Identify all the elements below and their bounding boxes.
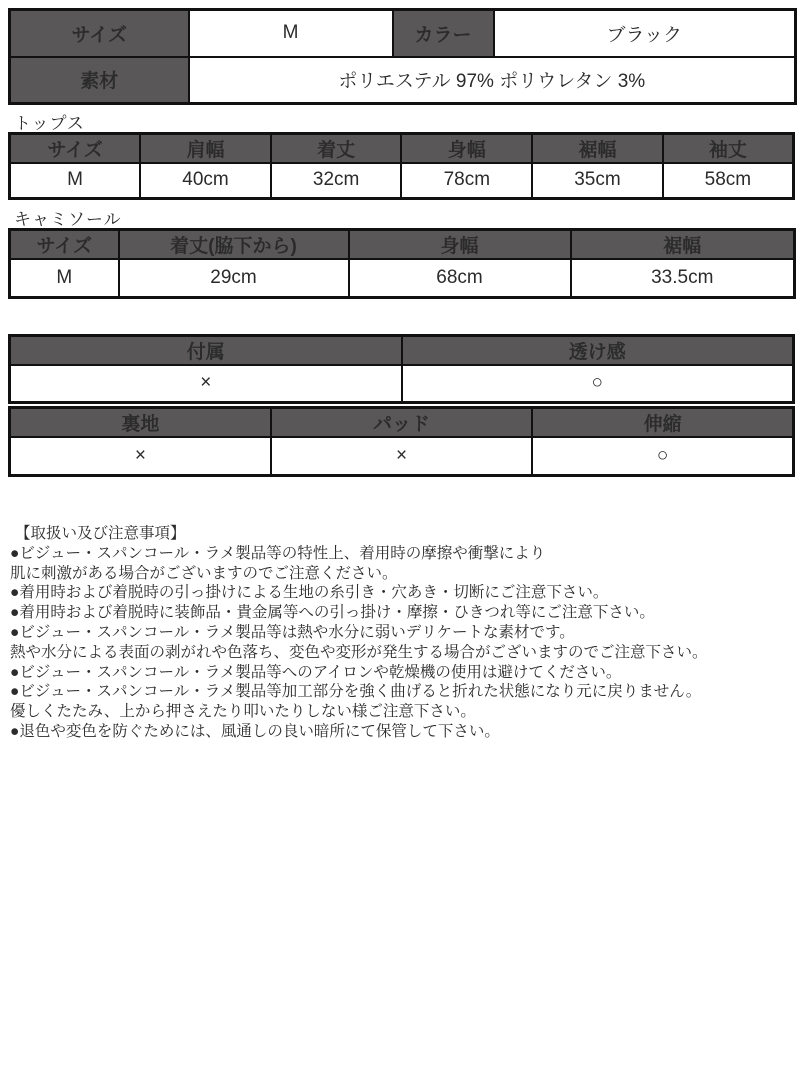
size-value-cell: M [189,10,393,57]
camisole-value-size: M [10,259,119,297]
tops-header-sleeve-length: 袖丈 [663,134,794,164]
tops-header-shoulder-width: 肩幅 [140,134,271,164]
tops-value-body-width: 78cm [401,163,532,198]
note-line: ●ビジュー・スパンコール・ラメ製品等へのアイロンや乾燥機の使用は避けてください。 [10,663,622,681]
camisole-size-table [8,228,796,299]
feature-header-stretch: 伸縮 [532,408,793,438]
tops-size-table [8,132,795,200]
feature-value-pad: × [271,437,532,475]
camisole-section-label: キャミソール [14,210,122,229]
note-line: 熱や水分による表面の剥がれや色落ち、変色や変形が発生する場合がございますのでご注意下さい。 [10,643,708,661]
feature-value-stretch: ○ [532,437,793,475]
material-label-cell: 素材 [10,57,189,104]
tops-value-hem-width: 35cm [532,163,663,198]
feature-header-pad: パッド [271,408,532,438]
note-line: ●ビジュー・スパンコール・ラメ製品等は熱や水分に弱いデリケートな素材です。 [10,623,575,641]
feature-header-accessory: 付属 [10,336,402,366]
feature-value-sheerness: ○ [402,365,794,402]
tops-header-hem-width: 裾幅 [532,134,663,164]
handling-notes-title: 【取扱い及び注意事項】 [15,525,186,542]
tops-section-label: トップス [14,114,85,133]
feature-value-accessory: × [10,365,402,402]
note-line: ●ビジュー・スパンコール・ラメ製品等の特性上、着用時の摩擦や衝撃により [10,544,546,562]
handling-notes [10,524,796,742]
tops-header-body-width: 身幅 [401,134,532,164]
tops-value-sleeve-length: 58cm [663,163,794,198]
tops-value-size: M [10,163,141,198]
note-line: 優しくたたみ、上から押さえたり叩いたりしない様ご注意下さい。 [10,703,476,721]
camisole-header-length: 着丈(脇下から) [119,230,349,260]
note-line: ●退色や変色を防ぐためには、風通しの良い暗所にて保管して下さい。 [10,722,500,740]
tops-value-shoulder-width: 40cm [140,163,271,198]
color-value-cell: ブラック [494,10,796,57]
tops-value-length: 32cm [271,163,402,198]
feature-header-sheerness: 透け感 [402,336,794,366]
feature-value-lining: × [10,437,271,475]
camisole-value-hem-width: 33.5cm [571,259,795,297]
spec-table-main [8,8,797,105]
material-value-cell: ポリエステル 97% ポリウレタン 3% [189,57,796,104]
note-line: 肌に刺激がある場合がございますのでご注意ください。 [10,564,398,582]
tops-header-size: サイズ [10,134,141,164]
note-line: ●ビジュー・スパンコール・ラメ製品等加工部分を強く曲げると折れた状態になり元に戻りません。 [10,683,702,701]
features-table-2 [8,406,795,477]
feature-header-lining: 裏地 [10,408,271,438]
note-line: ●着用時および着脱時の引っ掛けによる生地の糸引き・穴あき・切断にご注意下さい。 [10,584,609,602]
size-label-cell: サイズ [10,10,189,57]
color-label-cell: カラー [393,10,494,57]
note-line: ●着用時および着脱時に装飾品・貴金属等への引っ掛け・摩擦・ひきつれ等にご注意下さい。 [10,604,655,622]
camisole-value-length: 29cm [119,259,349,297]
camisole-value-body-width: 68cm [349,259,571,297]
tops-header-length: 着丈 [271,134,402,164]
camisole-header-body-width: 身幅 [349,230,571,260]
features-table-1 [8,334,795,404]
camisole-header-hem-width: 裾幅 [571,230,795,260]
camisole-header-size: サイズ [10,230,119,260]
